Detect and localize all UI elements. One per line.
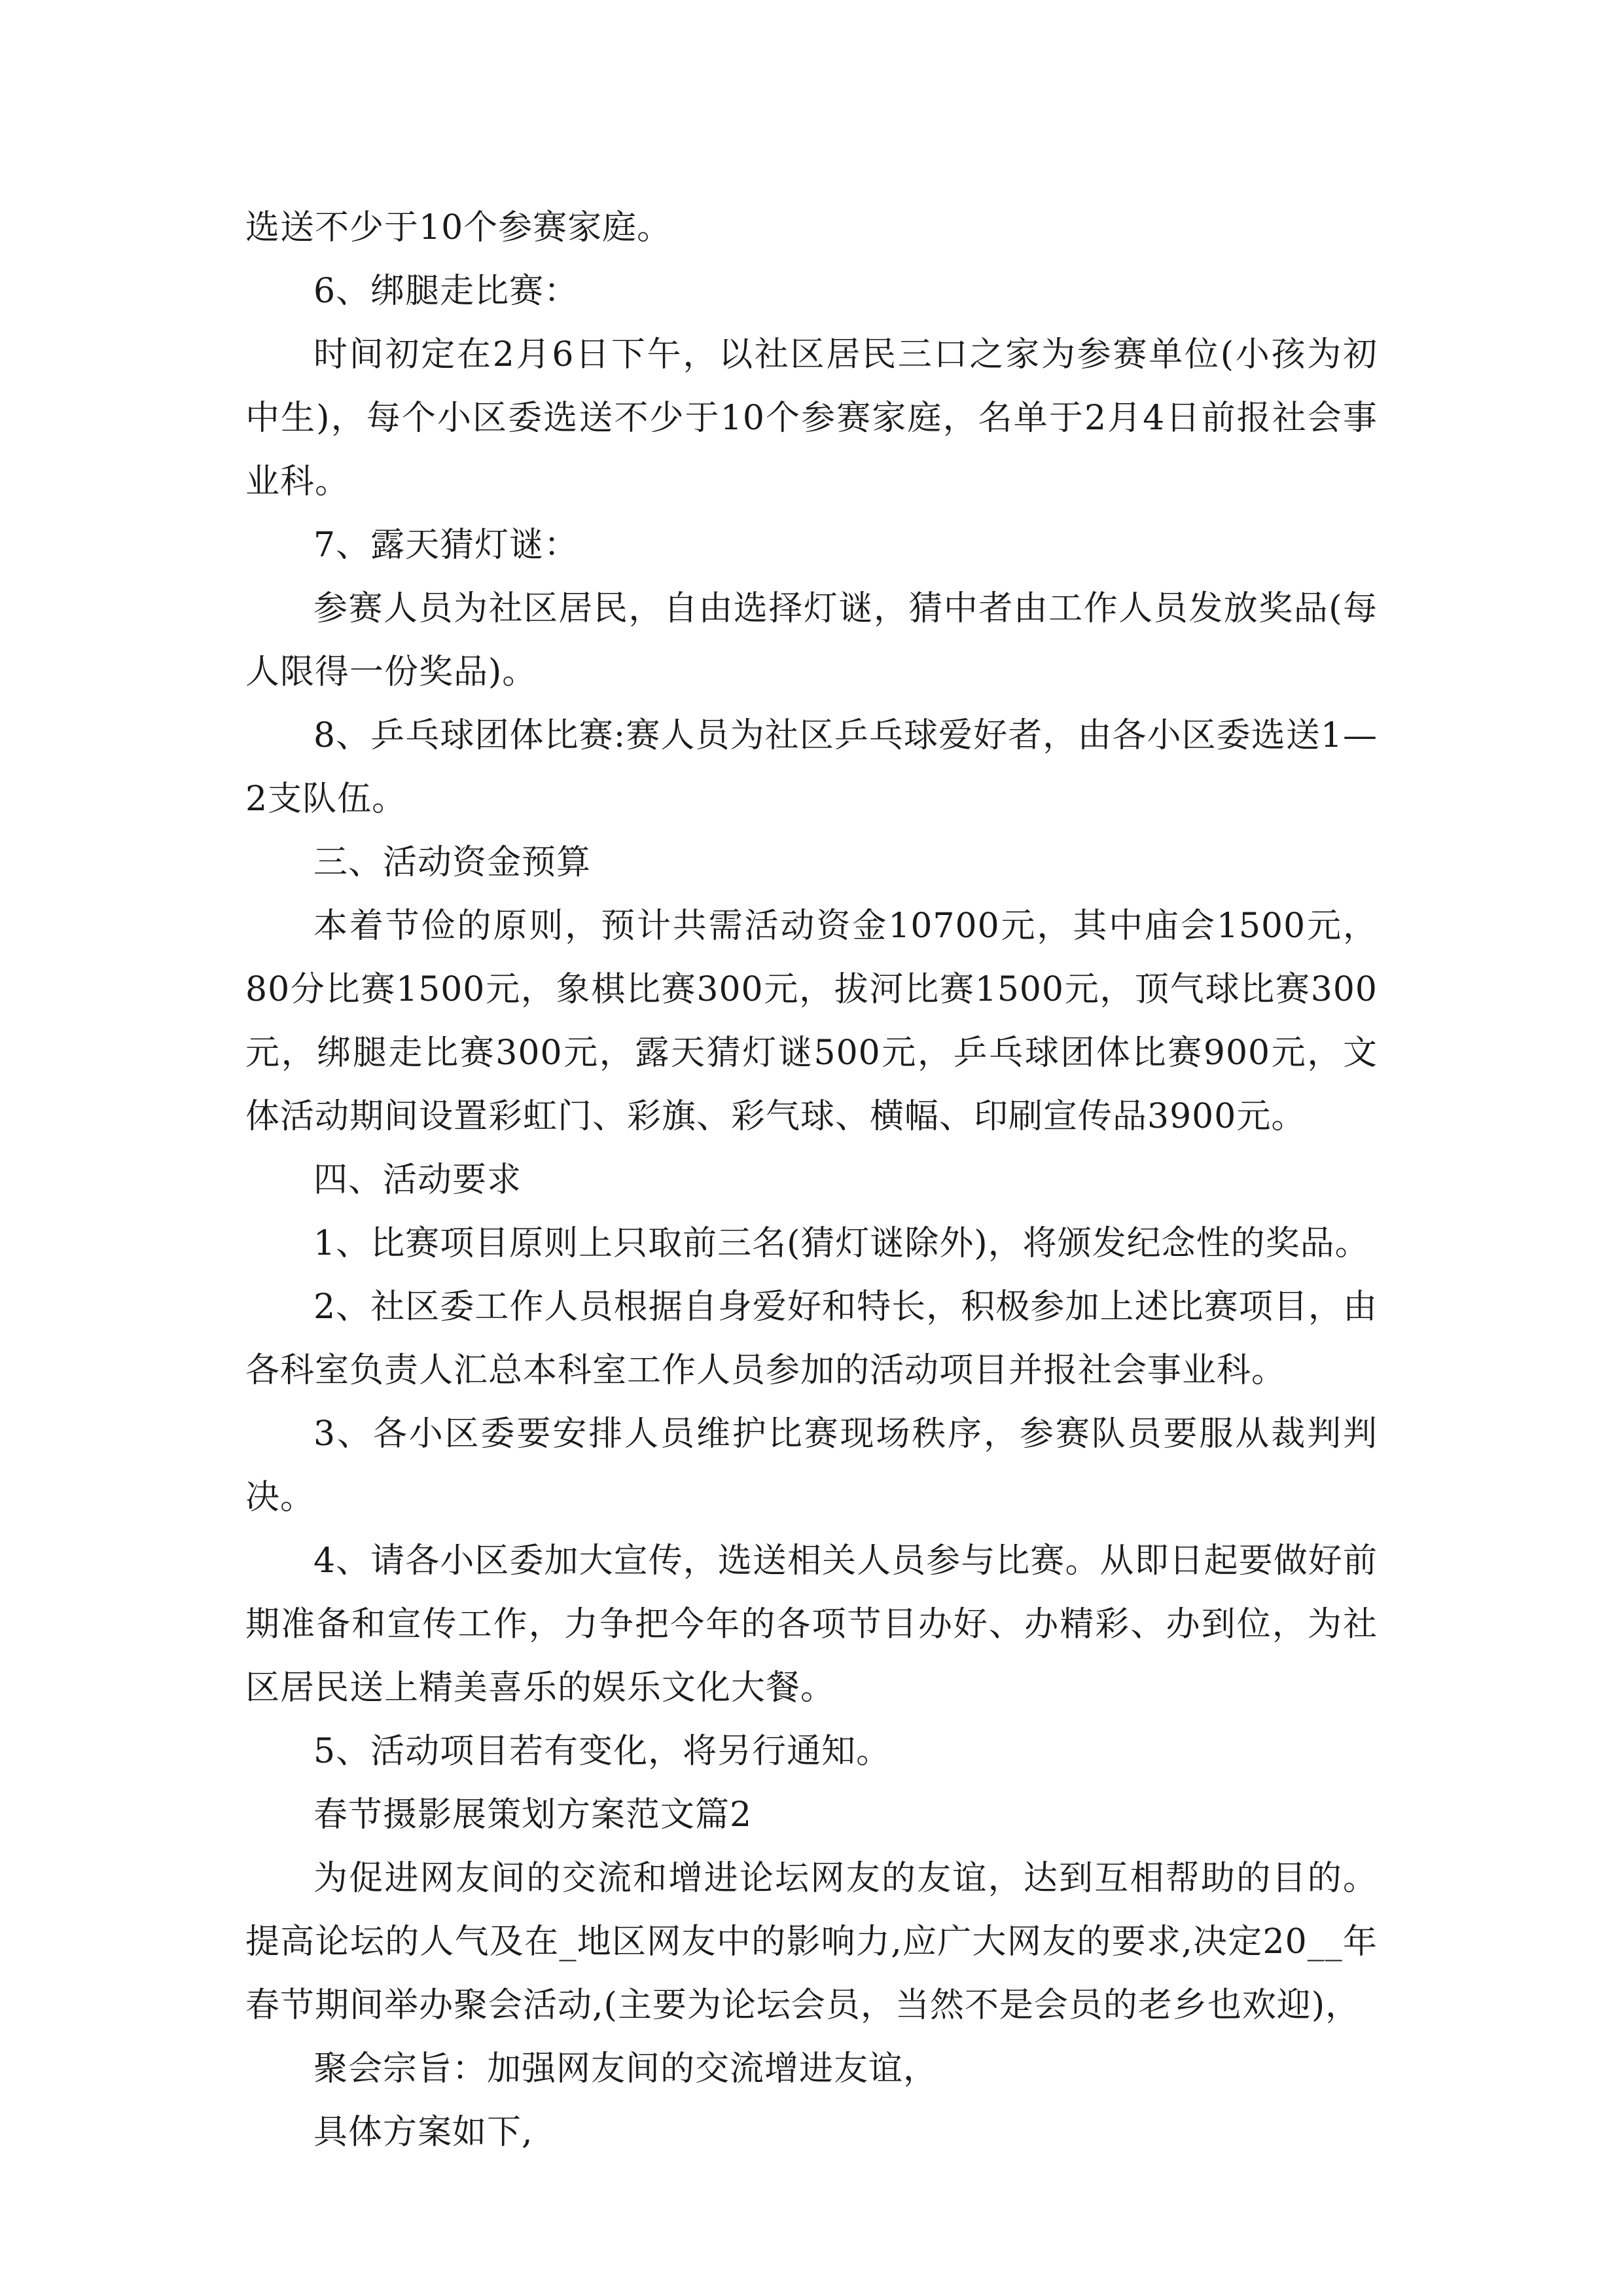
paragraph: 本着节俭的原则，预计共需活动资金10700元，其中庙会1500元，80分比赛1500元，象棋比赛300元，拔河比赛1500元，顶气球比赛300元，绑腿走比赛300元，露天猜灯谜500元，乒乓球团体比赛900元，文体活动期间设置彩虹门、彩旗、彩气球、横幅、印刷宣传品3900元。 (245, 906, 1378, 1136)
paragraph: 具体方案如下, (313, 2113, 533, 2152)
paragraph: 3、各小区委要安排人员维护比赛现场秩序，参赛队员要服从裁判判决。 (245, 1414, 1378, 1517)
paragraph: 8、乒乓球团体比赛:赛人员为社区乒乓球爱好者，由各小区委选送1—2支队伍。 (245, 716, 1378, 819)
paragraph: 4、请各小区委加大宣传，选送相关人员参与比赛。从即日起要做好前期准备和宣传工作，力争把今年的各项节目办好、办精彩、办到位，为社区居民送上精美喜乐的娱乐文化大餐。 (245, 1541, 1378, 1708)
paragraph: 2、社区委工作人员根据自身爱好和特长，积极参加上述比赛项目，由各科室负责人汇总本科室工作人员参加的活动项目并报社会事业科。 (245, 1287, 1378, 1390)
paragraph: 聚会宗旨：加强网友间的交流增进友谊， (313, 2049, 938, 2089)
section-heading: 四、活动要求 (313, 1160, 522, 1200)
paragraph: 6、绑腿走比赛： (313, 272, 579, 311)
article-title: 春节摄影展策划方案范文篇2 (313, 1795, 753, 1835)
document-body (245, 196, 1378, 2164)
paragraph: 选送不少于10个参赛家庭。 (245, 208, 672, 247)
paragraph: 时间初定在2月6日下午，以社区居民三口之家为参赛单位(小孩为初中生)，每个小区委选送不少于10个参赛家庭，名单于2月4日前报社会事业科。 (245, 335, 1378, 501)
paragraph: 5、活动项目若有变化，将另行通知。 (313, 1732, 891, 1771)
paragraph: 1、比赛项目原则上只取前三名(猜灯谜除外)，将颁发纪念性的奖品。 (313, 1224, 1370, 1263)
paragraph: 参赛人员为社区居民，自由选择灯谜，猜中者由工作人员发放奖品(每人限得一份奖品)。 (245, 589, 1378, 692)
section-heading: 三、活动资金预算 (313, 843, 592, 882)
paragraph: 7、露天猜灯谜： (313, 526, 579, 565)
paragraph: 为促进网友间的交流和增进论坛网友的友谊，达到互相帮助的目的。提高论坛的人气及在_地区网友中的影响力,应广大网友的要求,决定20__年春节期间举办聚会活动,(主要为论坛会员，当然不是会员的老乡也欢迎)， (245, 1859, 1378, 2025)
